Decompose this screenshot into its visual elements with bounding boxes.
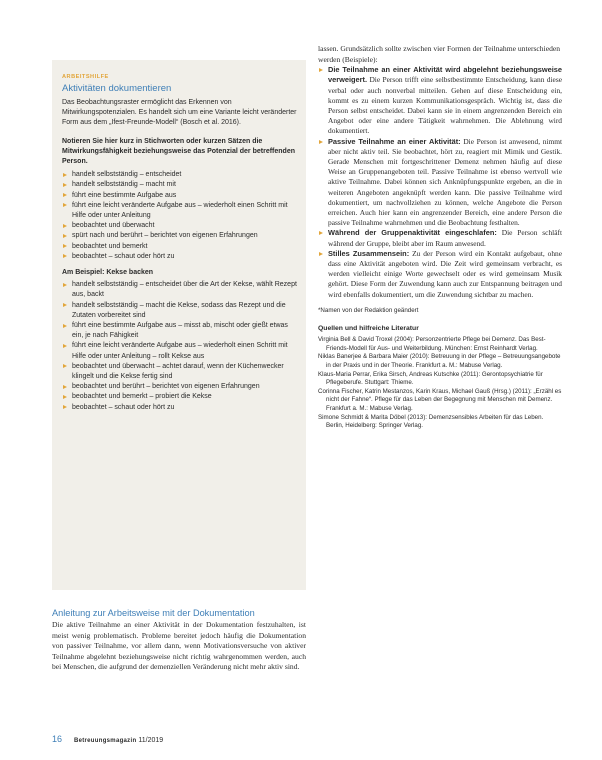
lead-paragraph: lassen. Grundsätzlich sollte zwischen vier Formen der Teilnahme unterschieden werden (Beispiele):: [318, 44, 561, 64]
item-heading: Passive Teilnahme an einer Aktivität:: [328, 136, 461, 146]
box-task: Notieren Sie hier kurz in Stichworten oder kurzen Sätzen die Mitwirkungsfähigkeit beziehungsweise das Potenzial der betreffenden Person.: [62, 137, 295, 166]
list-item: [318, 228, 562, 248]
list-item: handelt selbstständig – entscheidet: [62, 170, 297, 180]
list-item: führt eine bestimmte Aufgabe aus – misst ab, mischt oder gießt etwas ein, je nach Fähigkeit: [62, 321, 297, 341]
source-entry: Klaus-Maria Perrar, Erika Sirsch, Andreas Kutschke (2011): Gerontopsychiatrie für Pflegeberufe. Stuttgart: Thieme.: [318, 370, 543, 387]
list-item: beobachtet – schaut oder hört zu: [62, 252, 297, 262]
worksheet-box: [52, 60, 306, 590]
list-item: führt eine leicht veränderte Aufgabe aus – wiederholt einen Schritt mit Hilfe oder unter Anleitung – rollt Kekse aus: [62, 341, 297, 361]
list-item: beobachtet – schaut oder hört zu: [62, 403, 297, 413]
list-item: [318, 137, 562, 229]
item-text: Die Person schläft während der Gruppe, bleibt aber im Raum anwesend.: [328, 228, 562, 248]
page-footer: [52, 734, 163, 744]
item-text: Die Person ist anwesend, nimmt aber nicht aktiv teil. Sie beobachtet, hört zu, reagiert mit Mimik und Gestik. Gerade Menschen mit fortgeschrittener Demenz nehmen häufig auf diese Weise an Gruppenangeboten teil. Passive Teilnahme ist ebenso wertvoll wie aktive Teilnahme. Dabei können sich Anknüpfungspunkte ergeben, an die in weiteren Angeboten angeknüpft werden kann. Die passive Teilnahme wird dokumentiert, um nachvollziehen zu können, welche Angebote die Person erreichen. Auch hier kann ein angrenzender Bereich, eine andere Person die passive Teilnahme wahrnehmen und die Beobachtung festhalten.: [328, 136, 563, 228]
list-item: beobachtet und bemerkt: [62, 242, 297, 252]
list-item: [318, 65, 562, 136]
list-item: führt eine bestimmte Aufgabe aus: [62, 191, 297, 201]
list-item: handelt selbstständig – entscheidet über die Art der Kekse, wählt Rezept aus, backt: [62, 280, 297, 300]
list-item: beobachtet und bemerkt – probiert die Kekse: [62, 392, 297, 402]
page-number: 16: [52, 734, 63, 744]
example-title: Am Beispiel: Kekse backen: [62, 269, 154, 277]
section-body: Die aktive Teilnahme an einer Aktivität in der Dokumentation festzuhalten, ist meist wenig problematisch. Probleme bereitet jedoch häufig die Dokumentation von passiver Teilnahme, vor allem dann, wenn Motivationsversuche von aktiver Teilnahme abgelehnt beziehungsweise nicht richtig wahrgenommen werden, auch bei Menschen, die aufgrund der demenziellen Veränderung nicht mehr aktiv sind.: [52, 620, 306, 672]
right-column: [318, 44, 562, 431]
list-item: beobachtet und überwacht – achtet darauf, wenn der Küchenwecker klingelt und die Kekse fertig sind: [62, 362, 297, 382]
item-text: Die Person trifft eine selbstbestimmte Entscheidung, kann diese verbal oder auch nonverbal mitteilen. Gehen auf diese Entscheidung ein, kommt es zu einem kurzen Kommunikationsgespräch. Wichtig ist, dass die Person selbst entscheidet. Dabei kann sie in einem angrenzenden Bereich ein Angebot oder eine andere Tätigkeit wahrnehmen. Die Ablehnung wird dokumentiert.: [328, 75, 562, 136]
list-item: handelt selbstständig – macht mit: [62, 180, 297, 190]
box-title: Aktivitäten dokumentieren: [62, 83, 172, 94]
source-entry: Niklas Banerjee & Barbara Maier (2010): Betreuung in der Pflege – Betreuungsangebote in der Praxis und in der Theorie. Frankfurt a. M.: Mabuse Verlag.: [318, 353, 561, 370]
sources-title: Quellen und hilfreiche Literatur: [318, 325, 419, 333]
list-item: beobachtet und überwacht: [62, 221, 297, 231]
participation-list: [318, 65, 562, 300]
source-entry: Virginia Bell & David Troxel (2004): Personzentrierte Pflege bei Demenz. Das Best-Friends-Modell für Aus- und Weiterbildung. München: Ernst Reinhardt Verlag.: [318, 336, 546, 352]
list-item: beobachtet und berührt – berichtet von eigenen Erfahrungen: [62, 382, 297, 392]
item-heading: Stilles Zusammensein:: [328, 248, 410, 258]
item-heading: Während der Gruppenaktivität eingeschlafen:: [328, 228, 497, 238]
list-item: handelt selbstständig – macht die Kekse, sodass das Rezept und die Zutaten vorbereitet sind: [62, 301, 297, 321]
magazine-name: Betreuungsmagazin: [73, 738, 137, 744]
list-item: [318, 249, 562, 300]
section-heading: Anleitung zur Arbeitsweise mit der Dokumentation: [52, 608, 255, 618]
footnote: *Namen von der Redaktion geändert: [318, 306, 419, 314]
observation-list: [62, 170, 297, 262]
source-entry: Simone Schmidt & Marita Döbel (2013): Demenzsensibles Arbeiten für das Leben. Berlin, Heidelberg: Springer Verlag.: [318, 413, 544, 430]
list-item: spürt nach und berührt – berichtet von eigenen Erfahrungen: [62, 231, 297, 241]
box-intro: Das Beobachtungsraster ermöglicht das Erkennen von Mitwirkungspotenzialen. Es handelt sich um eine Variante leicht veränderter Form aus dem „Ifest-Freunde-Modell“ (Bosch et al. 2016).: [62, 99, 297, 127]
item-text: Zu der Person wird ein Kontakt aufgebaut, ohne dass eine Aktivität angeboten wird. Die Zeit wird gemeinsam verbracht, es werden vielleicht einige Worte gewechselt oder es wird gemeinsam Musik gehört. Diese Form der Zuwendung kann auch zur Entspannung beitragen und wird ebenfalls dokumentiert, um die Zuwendung sichtbar zu machen.: [328, 248, 563, 299]
box-kicker: ARBEITSHILFE: [62, 74, 109, 80]
source-entry: Corinna Fischer, Katrin Mestanzos, Karin Kraus, Michael Gauß (Hrsg.) (2011): „Erzähl es nicht der Fahne“. Pflege für das Leben der Begegnung mit Menschen mit Demenz. Frankfurt a. M.: Mabuse Verlag.: [318, 387, 562, 413]
list-item: führt eine leicht veränderte Aufgabe aus – wiederholt einen Schritt mit Hilfe oder unter Anleitung: [62, 201, 297, 221]
issue-label: 11/2019: [138, 737, 164, 744]
example-list: [62, 280, 297, 413]
item-heading: Die Teilnahme an einer Aktivität wird abgelehnt beziehungsweise verweigert.: [328, 65, 562, 85]
